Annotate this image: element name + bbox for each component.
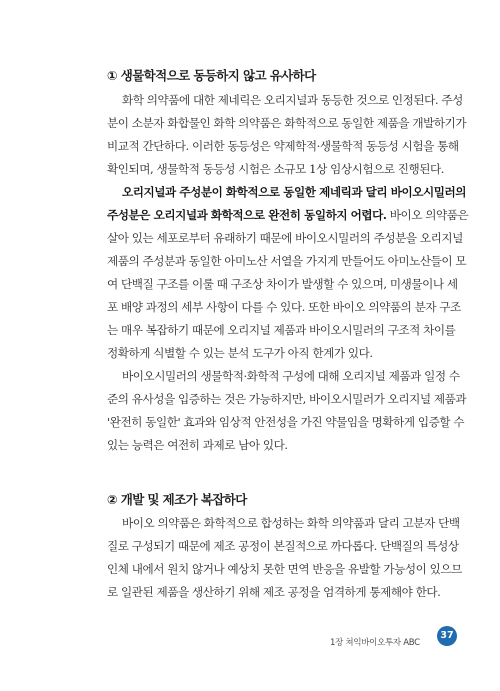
body-line: 바이오시밀러의 생물학적·화학적 구성에 대해 오리지널 제품과 일정 수 bbox=[122, 369, 460, 383]
body-line: 로 일관된 제품을 생산하기 위해 제조 공정을 엄격하게 통제해야 한다. bbox=[107, 585, 441, 599]
body-line: 정확하게 식별할 수 있는 분석 도구가 아직 한계가 있다. bbox=[107, 346, 373, 360]
body-line: 살아 있는 세포로부터 유래하기 때문에 바이오시밀러의 주성분을 오리지널 bbox=[107, 231, 463, 245]
body-line: 비교적 간단하다. 이러한 동등성은 약제학적·생물학적 동등성 시험을 통해 bbox=[107, 139, 459, 153]
section-heading-1: ① 생물학적으로 동등하지 않고 유사하다 bbox=[107, 68, 316, 83]
text-span: 바이오 의약품은 bbox=[386, 208, 469, 222]
body-line: 포 배양 과정의 세부 사항이 다를 수 있다. 또한 바이오 의약품의 분자 구조 bbox=[107, 300, 461, 314]
bold-span: 주성분은 오리지널과 화학적으로 완전히 동일하지 어렵다. bbox=[107, 208, 387, 222]
body-line: 화학 의약품에 대한 제네릭은 오리지널과 동등한 것으로 인정된다. 주성 bbox=[122, 93, 463, 107]
mixed-line bbox=[107, 208, 469, 222]
bold-line: 오리지널과 주성분이 화학적으로 동일한 제네릭과 달리 바이오시밀러의 bbox=[122, 185, 467, 199]
page-number-badge: 37 bbox=[437, 626, 457, 646]
body-line: 확인되며, 생물학적 동등성 시험은 소규모 1상 임상시험으로 진행된다. bbox=[107, 162, 445, 176]
section-heading-2: ② 개발 및 제조가 복잡하다 bbox=[107, 492, 247, 507]
body-line: 는 매우 복잡하기 때문에 오리지널 제품과 바이오시밀러의 구조적 차이를 bbox=[107, 323, 456, 337]
body-line: 제품의 주성분과 동일한 아미노산 서열을 가지게 만들어도 아미노산들이 모 bbox=[107, 254, 467, 268]
body-line: 여 단백질 구조를 이룰 때 구조상 차이가 발생할 수 있으며, 미생물이나 세 bbox=[107, 277, 458, 291]
body-line: 인체 내에서 원치 않거나 예상치 못한 면역 반응을 유발할 가능성이 있으므 bbox=[107, 562, 462, 576]
body-line: 바이오 의약품은 화학적으로 합성하는 화학 의약품과 달리 고분자 단백 bbox=[122, 516, 460, 530]
body-line: '완전히 동일한' 효과와 임상적 안전성을 가진 약물임을 명확하게 입증할 수 bbox=[107, 415, 465, 429]
chapter-label: 1장 쳐익바이오투자 ABC bbox=[330, 638, 420, 648]
body-line: 있는 능력은 여전히 과제로 남아 있다. bbox=[107, 438, 288, 452]
body-line: 분이 소분자 화합물인 화학 의약품은 화학적으로 동일한 제품을 개발하기가 bbox=[107, 116, 467, 130]
body-line: 질로 구성되기 때문에 제조 공정이 본질적으로 까다롭다. 단백질의 특성상 bbox=[107, 539, 459, 553]
body-line: 준의 유사성을 입증하는 것은 가능하지만, 바이오시밀러가 오리지널 제품과 bbox=[107, 392, 467, 406]
